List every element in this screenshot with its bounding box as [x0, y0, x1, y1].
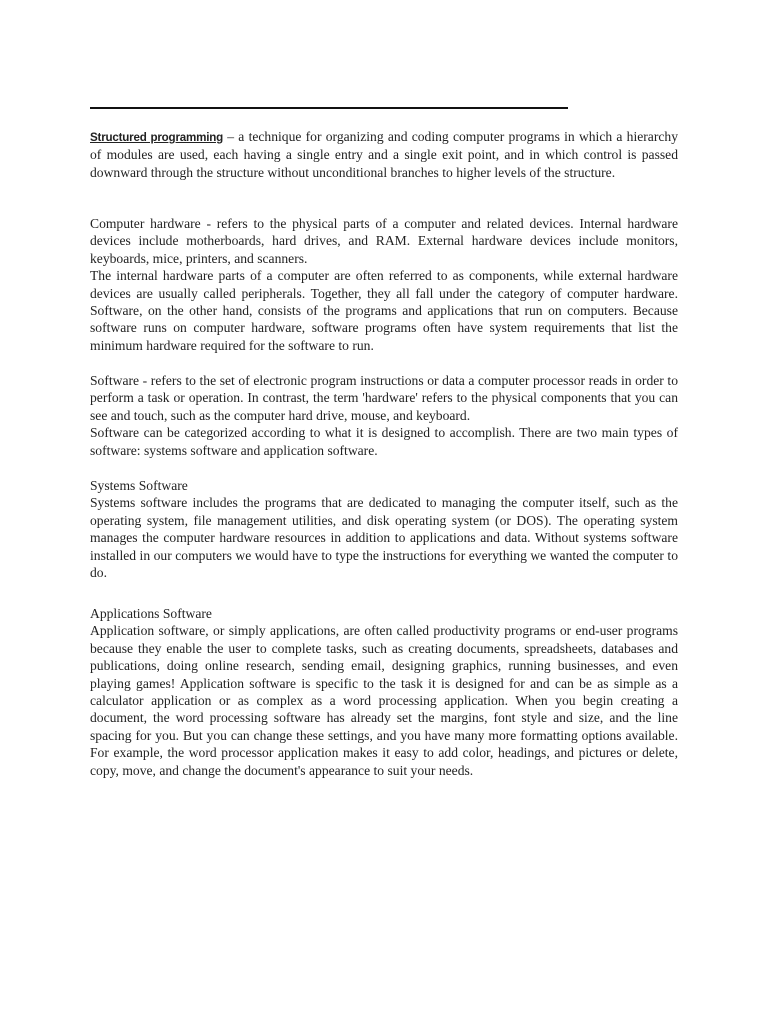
structured-programming-term: Structured programming — [90, 131, 224, 144]
hardware-paragraph-1: Computer hardware - refers to the physical parts of a computer and related devices. Internal hardware devices include motherboards, hard drives, and RAM. External hardware devices include monitors, keyboards, mice, printers, and scanners. — [90, 216, 678, 266]
structured-programming-paragraph — [90, 128, 678, 181]
software-paragraph-2: Software can be categorized according to what it is designed to accomplish. There are two main types of software: systems software and application software. — [90, 425, 678, 458]
hardware-paragraph-2: The internal hardware parts of a computer are often referred to as components, while external hardware devices are usually called peripherals. Together, they all fall under the category of computer hardware. Software, on the other hand, consists of the programs and applications that run on computers. Because software runs on computer hardware, software programs often have system requirements that list the minimum hardware required for the software to run. — [90, 268, 678, 353]
structured-programming-section — [90, 128, 678, 181]
software-paragraph-1: Software - refers to the set of electronic program instructions or data a computer processor reads in order to perform a task or operation. In contrast, the term 'hardware' refers to the physical components that you can see and touch, such as the computer hard drive, mouse, and keyboard. — [90, 373, 678, 423]
structured-programming-definition: – a technique for organizing and coding computer programs in which a hierarchy of modules are used, each having a single entry and a single exit point, and in which control is passed downward through the structure without unconditional branches to higher levels of the structure. — [90, 129, 678, 180]
applications-software-section — [90, 605, 678, 779]
systems-software-paragraph: Systems software includes the programs that are dedicated to managing the computer itself, such as the operating system, file management utilities, and disk operating system (or DOS). The operating system manages the computer hardware resources in addition to applications and data. Without systems software installed in our computers we would have to type the instructions for everything we wanted the computer to do. — [90, 495, 678, 581]
applications-software-paragraph: Application software, or simply applications, are often called productivity programs or end-user programs because they enable the user to complete tasks, such as creating documents, spreadsheets, databases and publications, doing online research, sending email, designing graphics, running businesses, and even playing games! Application software is specific to the task it is designed for and can be as simple as a calculator application or as complex as a word processing application. When you begin creating a document, the word processing software has already set the margins, font style and size, and the line spacing for you. But you can change these settings, and you have many more formatting options available. For example, the word processor application makes it easy to add color, headings, and pictures or delete, copy, move, and change the document's appearance to suit your needs. — [90, 623, 678, 778]
systems-software-section — [90, 477, 678, 581]
top-rule — [90, 107, 568, 109]
applications-software-heading: Applications Software — [90, 606, 212, 621]
hardware-section — [90, 215, 678, 354]
software-section — [90, 372, 678, 459]
systems-software-heading: Systems Software — [90, 478, 188, 493]
